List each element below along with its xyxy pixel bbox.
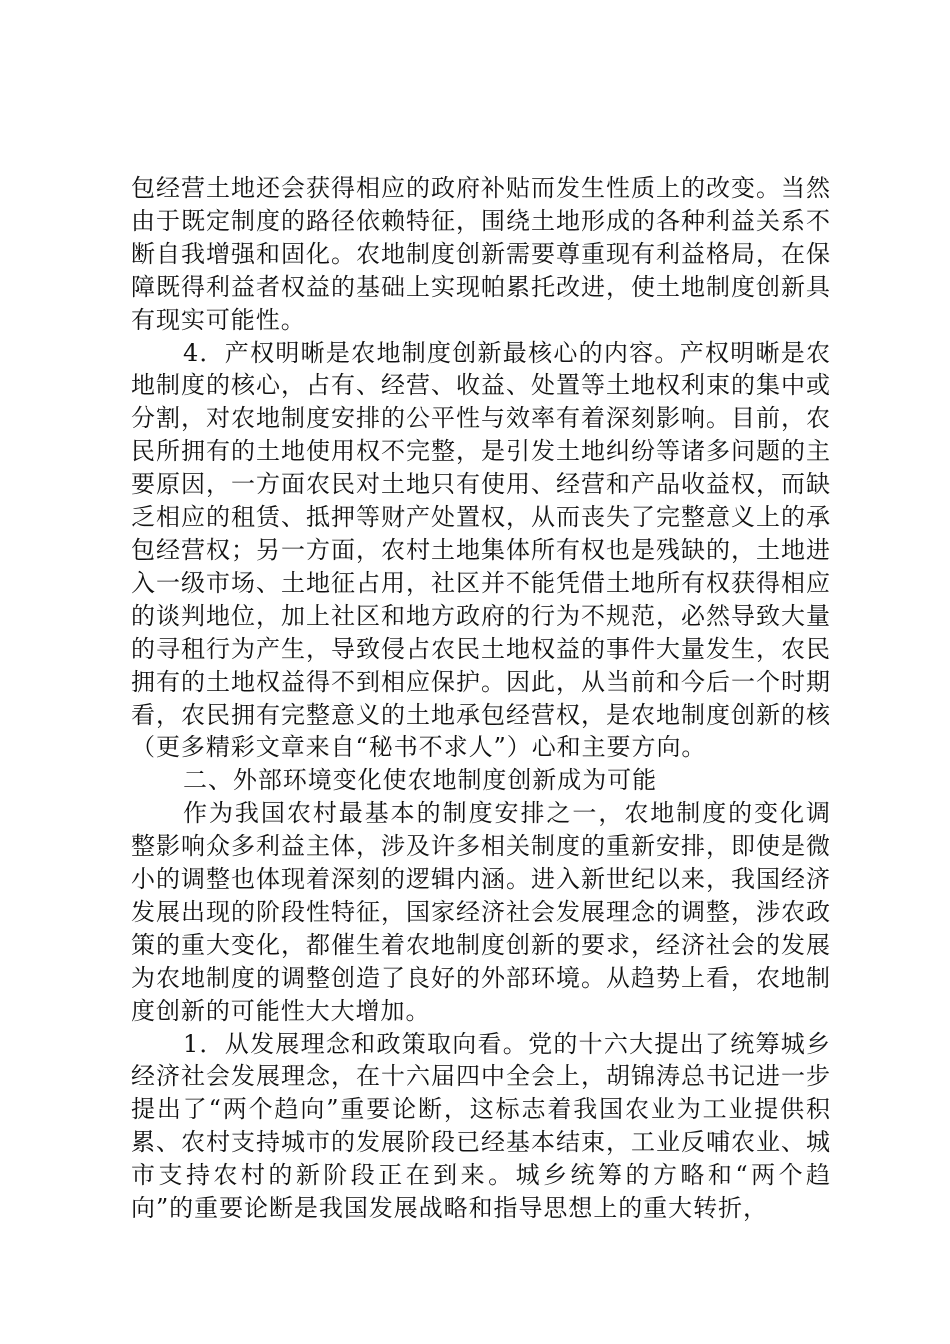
paragraph-development-concept: 1．从发展理念和政策取向看。党的十六大提出了统筹城乡经济社会发展理念，在十六届四中全会上，胡锦涛总书记进一步提出了“两个趋向”重要论断，这标志着我国农业为工业提供积累、农村支持城市的发展阶段已经基本结束，工业反哺农业、城市支持农村的新阶段正在到来。城乡统筹的方略和“两个趋向”的重要论断是我国发展战略和指导思想上的重大转折， — [131, 1029, 831, 1223]
body-text — [131, 172, 831, 1225]
section-heading-external-environment: 二、外部环境变化使农地制度创新成为可能 — [183, 766, 658, 795]
paragraph-property-rights: 4．产权明晰是农地制度创新最核心的内容。产权明晰是农地制度的核心，占有、经营、收益、处置等土地权利束的集中或分割，对农地制度安排的公平性与效率有着深刻影响。目前，农民所拥有的土地使用权不完整，是引发土地纠纷等诸多问题的主要原因，一方面农民对土地只有使用、经营和产品收益权，而缺乏相应的租赁、抵押等财产处置权，从而丧失了完整意义上的承包经营权；另一方面，农村土地集体所有权也是残缺的，土地进入一级市场、土地征占用，社区并不能凭借土地所有权获得相应的谈判地位，加上社区和地方政府的行为不规范，必然导致大量的寻租行为产生，导致侵占农民土地权益的事件大量发生，农民拥有的土地权益得不到相应保护。因此，从当前和今后一个时期看，农民拥有完整意义的土地承包经营权，是农地制度创新的核（更多精彩文章来自“秘书不求人”）心和主要方向。 — [131, 338, 831, 762]
paragraph-continuation: 包经营土地还会获得相应的政府补贴而发生性质上的改变。当然由于既定制度的路径依赖特征，围绕土地形成的各种利益关系不断自我增强和固化。农地制度创新需要尊重现有利益格局，在保障既得利益者权益的基础上实现帕累托改进，使土地制度创新具有现实可能性。 — [131, 174, 831, 334]
paragraph-institutional-arrangement: 作为我国农村最基本的制度安排之一，农地制度的变化调整影响众多利益主体，涉及许多相关制度的重新安排，即使是微小的调整也体现着深刻的逻辑内涵。进入新世纪以来，我国经济发展出现的阶段性特征，国家经济社会发展理念的调整，涉农政策的重大变化，都催生着农地制度创新的要求，经济社会的发展为农地制度的调整创造了良好的外部环境。从趋势上看，农地制度创新的可能性大大增加。 — [131, 799, 831, 1025]
